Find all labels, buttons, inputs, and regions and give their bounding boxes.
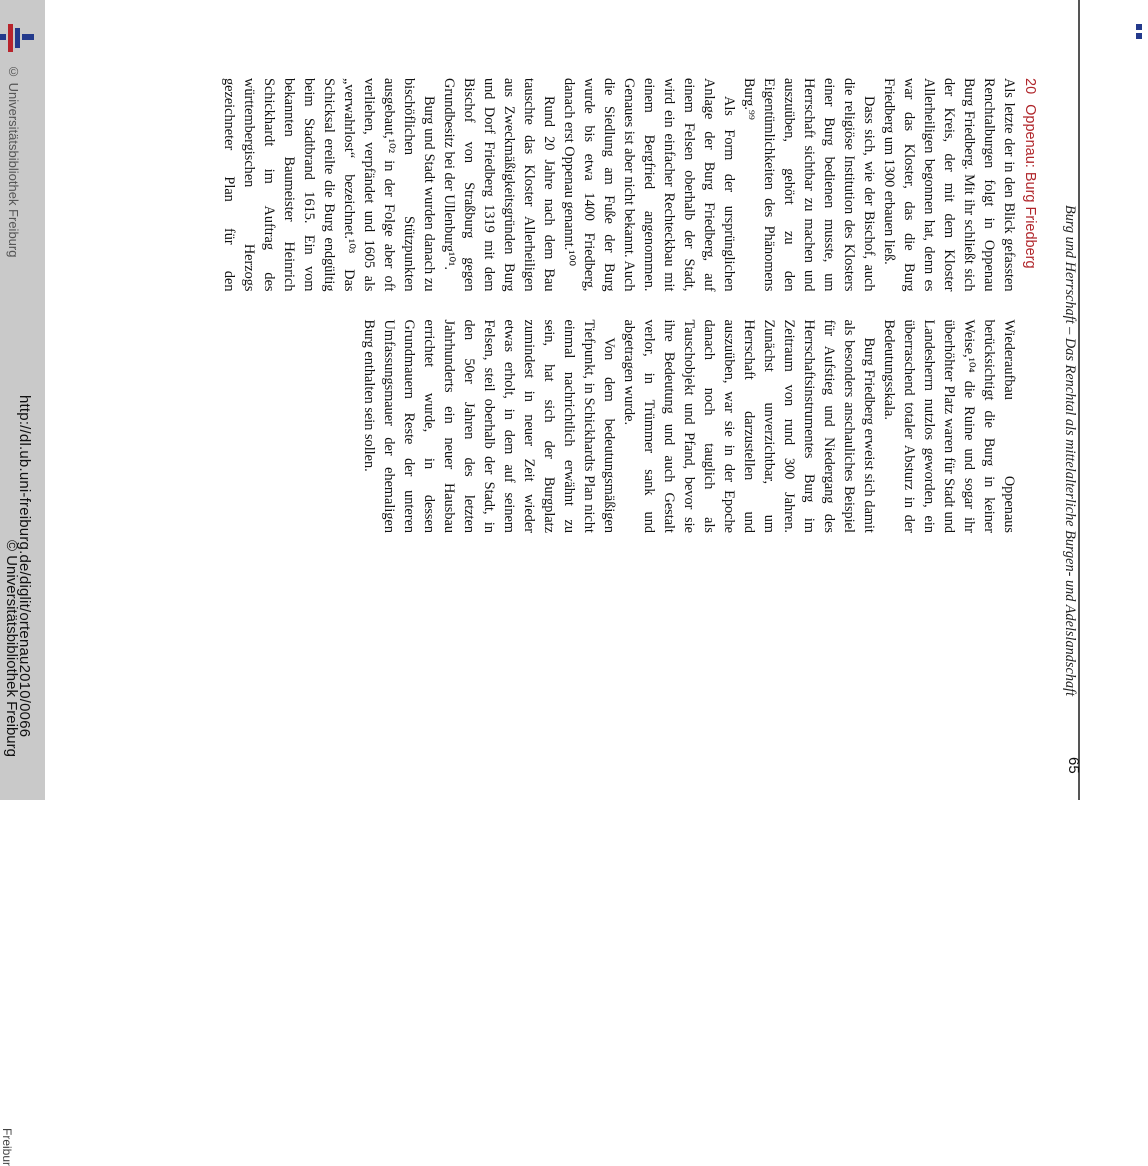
paragraph: Dass sich, wie der Bischof, auch die religiöse Institution des Klosters einer Burg bedienen musste, um Herrschaft sichtbar zu machen und auszuüben, gehört zu den Eigentümlichkeiten des Phänomens Burg.⁹⁹	[741, 78, 877, 292]
paragraph: Rund 20 Jahre nach dem Bau tauschte das Kloster Allerheiligen aus Zweckmäßigkeitsgründen Burg und Dorf Friedberg 1319 mit dem Bischof von Straßburg gegen Grundbesitz bei der Ullenburg¹⁰¹.	[441, 78, 557, 292]
paragraph: Burg Friedberg erweist sich damit als besonders anschauliches Beispiel für Aufstieg und Niedergang des Herrschaftsinstrumentes Burg im Zeitraum von rund 300 Jahren. Zunächst unverzichtbar, um Herrschaft darzustellen und auszuüben, war sie in der Epoche danach noch tauglich als Tauschobjekt und Pfand, bevor sie ihre Bedeutung und auch Gestalt verlor, in Trümmer sank und abgetragen wurde.	[621, 319, 877, 533]
footer-copyright: © Universitätsbibliothek Freiburg	[3, 540, 20, 757]
paragraph: Als letzte der in den Blick gefassten Renchtalburgen folgt in Oppenau Burg Friedberg. Mit ihr schließt sich der Kreis, der mit dem Kloster Allerheiligen begonnen hat, denn es war das Kloster, das die Burg Friedberg um 1300 erbauen ließ.	[881, 78, 1017, 292]
vertical-library-label: © Universitätsbibliothek Freiburg	[6, 64, 21, 258]
running-header: Burg und Herrschaft – Das Renchtal als mittelalterliche Burgen- und Adelslandschaft	[1062, 205, 1078, 697]
section-title: Oppenau: Burg Friedberg	[1022, 104, 1038, 269]
paragraph: Als Form der ursprünglichen Anlage der Burg Friedberg, auf einem Felsen oberhalb der Stadt, wird ein einfacher Rechteckbau mit einem Bergfried angenommen. Genaues ist aber nicht bekannt. Auch die Siedlung am Fuße der Burg wurde bis etwa 1400 Friedberg, danach erst Oppenau genannt.¹⁰⁰	[561, 78, 737, 292]
section-heading	[1022, 78, 1038, 269]
footer-cutoff-text: Freibur	[0, 1128, 14, 1166]
section-number: 20	[1022, 78, 1038, 95]
footer-url-link[interactable]: http://dl.ub.uni-freiburg.de/diglit/ortenau2010/0066	[16, 395, 33, 738]
paragraph: Von dem bedeutungsmäßigen Tiefpunkt, in Schickhardts Plan nicht einmal nachrichtlich erwähnt zu sein, hat sich der Burgplatz zumindest in neuer Zeit wieder etwas erholt, in dem auf seinem Felsen, steil oberhalb der Stadt, in den 50er Jahren des letzten Jahrhunderts ein neuer Hausbau errichtet wurde, in dessen Grundmauern Reste der unteren Umfassungsmauer der ehemaligen Burg enthalten sein sollen.	[361, 319, 617, 533]
paragraph: Burg und Stadt wurden danach zu bischöflichen Stützpunkten ausgebaut,¹⁰² in der Folge aber oft verliehen, verpfändet und 1605 als „verwahrlost“ bezeichnet.¹⁰³ Das Schicksal ereilte die Burg endgültig beim Stadtbrand 1615. Ein vom bekannten Baumeister Heinrich Schickhardt im Auftrag des württembergischen Herzogs gezeichneter Plan für den Wiederaufbau Oppenaus berücksichtigt die Burg in keiner Weise,¹⁰⁴ die Ruine und sogar ihr überhöhter Platz waren für Stadt und Landesherrn nutzlos geworden, ein überraschend totaler Absturz in der Bedeutungsskala.	[221, 78, 1017, 533]
body-text	[219, 78, 1019, 533]
page-number: 65	[1065, 757, 1082, 774]
